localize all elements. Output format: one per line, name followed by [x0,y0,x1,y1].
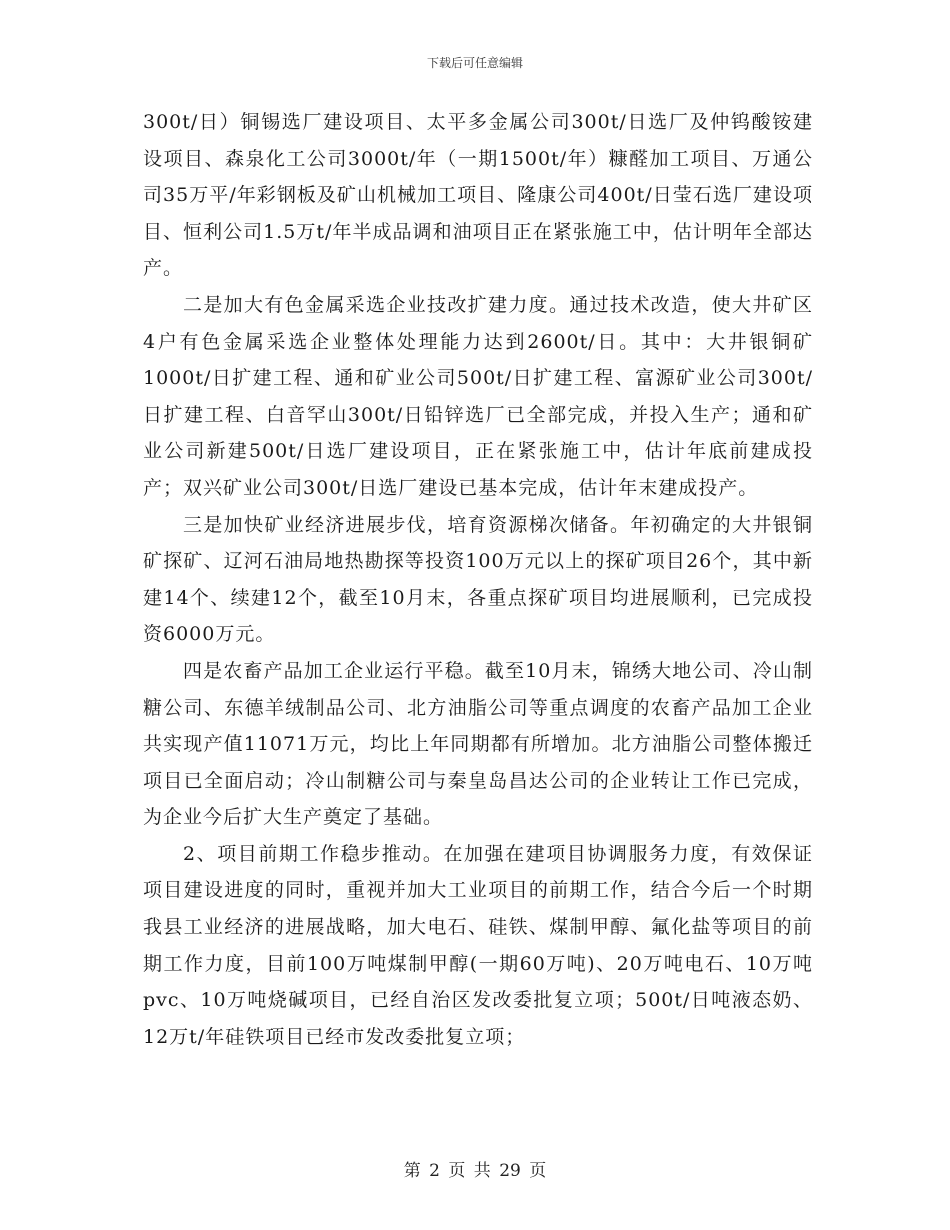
paragraph-2: 二是加大有色金属采选企业技改扩建力度。通过技术改造，使大井矿区4户有色金属采选企业整体处理能力达到2600t/日。其中：大井银铜矿1000t/日扩建工程、通和矿业公司500t/日扩建工程、富源矿业公司300t/日扩建工程、白音罕山300t/日铅锌选厂已全部完成，并投入生产；通和矿业公司新建500t/日选厂建设项目，正在紧张施工中，估计年底前建成投产；双兴矿业公司300t/日选厂建设已基本完成，估计年末建成投产。 [143,293,813,499]
page-header: 下载后可任意编辑 [426,56,523,70]
page-footer: 第 2 页 共 29 页 [403,1161,547,1181]
paragraph-5: 2、项目前期工作稳步推动。在加强在建项目协调服务力度，有效保证项目建设进度的同时，重视并加大工业项目的前期工作，结合今后一个时期我县工业经济的进展战略，加大电石、硅铁、煤制甲醇、氟化盐等项目的前期工作力度，目前100万吨煤制甲醇(一期60万吨)、20万吨电石、10万吨pvc、10万吨烧碱项目，已经自治区发改委批复立项；500t/日吨液态奶、12万t/年硅铁项目已经市发改委批复立项； [143,842,813,1048]
paragraph-4: 四是农畜产品加工企业运行平稳。截至10月末，锦绣大地公司、冷山制糖公司、东德羊绒制品公司、北方油脂公司等重点调度的农畜产品加工企业共实现产值11071万元，均比上年同期都有所增加。北方油脂公司整体搬迁项目已全面启动；冷山制糖公司与秦皇岛昌达公司的企业转让工作已完成，为企业今后扩大生产奠定了基础。 [143,659,813,829]
document-body [143,104,813,1055]
paragraph-3: 三是加快矿业经济进展步伐，培育资源梯次储备。年初确定的大井银铜矿探矿、辽河石油局地热勘探等投资100万元以上的探矿项目26个，其中新建14个、续建12个，截至10月末，各重点探矿项目均进展顺利，已完成投资6000万元。 [143,513,813,646]
paragraph-1: 300t/日）铜锡选厂建设项目、太平多金属公司300t/日选厂及仲钨酸铵建设项目、森泉化工公司3000t/年（一期1500t/年）糠醛加工项目、万通公司35万平/年彩钢板及矿山机械加工项目、隆康公司400t/日莹石选厂建设项目、恒利公司1.5万t/年半成品调和油项目正在紧张施工中，估计明年全部达产。 [143,111,813,280]
